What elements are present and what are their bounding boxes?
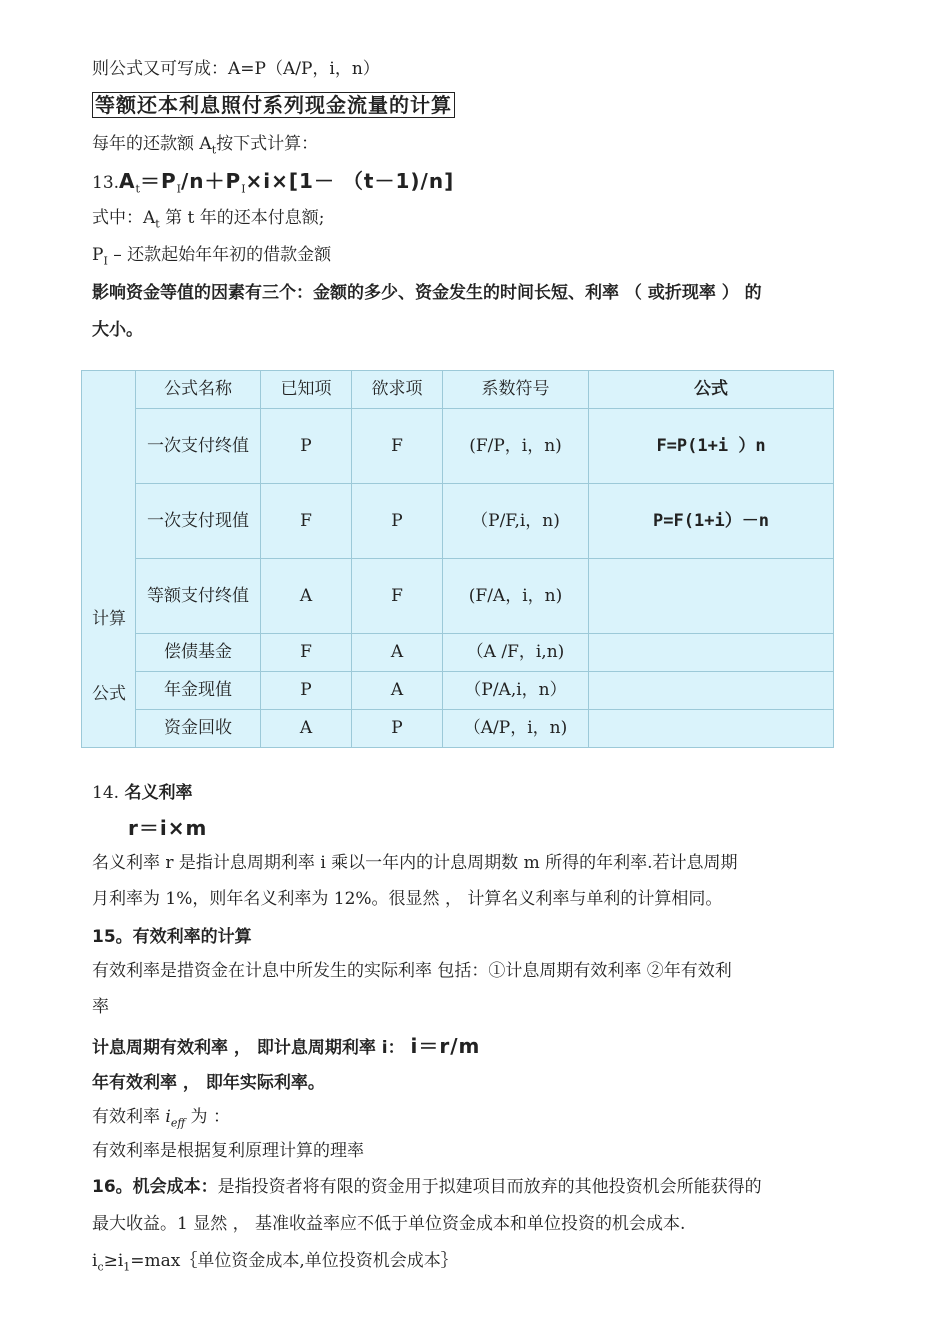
header-wanted: 欲求项 [352, 371, 443, 409]
formula-rewrite-line: 则公式又可写成：A=P（A/P，i，n） [92, 59, 380, 79]
formula-13-explanation-at: 式中：$A_t$ 第 t 年的还本付息额; [92, 208, 325, 231]
row-known: A [261, 710, 352, 748]
header-formula: 公式 [589, 371, 834, 409]
row-symbol: （A /F，i,n) [443, 634, 589, 672]
row-symbol: (F/P，i，n) [443, 409, 589, 484]
row-formula [589, 634, 834, 672]
table-row [82, 409, 834, 484]
effective-rate-paragraph-2: 率 [92, 997, 109, 1017]
row-known: F [261, 484, 352, 559]
row-symbol: （A/P，i，n) [443, 710, 589, 748]
section-16-paragraph-2: 最大收益。1 显然 ， 基准收益率应不低于单位资金成本和单位投资的机会成本. [92, 1214, 686, 1234]
table-side-label: 计算 公式 [82, 371, 136, 748]
row-wanted: P [352, 710, 443, 748]
equivalence-factors-line-2: 大小。 [92, 320, 143, 340]
row-known: P [261, 409, 352, 484]
formula-13-explanation-pi: $P_I$ – 还款起始年年初的借款金额 [92, 245, 332, 268]
equivalence-factors-line-1: 影响资金等值的因素有三个：金额的多少、资金发生的时间长短、利率 （ 或折现率 ） 的 [92, 283, 762, 303]
table-header-row [82, 371, 834, 409]
row-wanted: F [352, 559, 443, 634]
header-coefficient-symbol: 系数符号 [443, 371, 589, 409]
header-formula-name: 公式名称 [136, 371, 261, 409]
row-name: 等额支付终值 [136, 559, 261, 634]
nominal-rate-formula: r＝i×m [128, 816, 208, 840]
row-formula [589, 710, 834, 748]
row-name: 一次支付终值 [136, 409, 261, 484]
interest-formula-table [81, 370, 834, 748]
header-known: 已知项 [261, 371, 352, 409]
table-row [82, 672, 834, 710]
row-name: 偿债基金 [136, 634, 261, 672]
table-row [82, 634, 834, 672]
row-known: A [261, 559, 352, 634]
formula-13: $13.A_t=P_I/n+P_I\times i\times[1- (t-1)/n]$ [92, 169, 455, 196]
row-wanted: A [352, 672, 443, 710]
table-row [82, 710, 834, 748]
section-16-paragraph-1: 16。机会成本：是指投资者将有限的资金用于拟建项目而放弃的其他投资机会所能获得的 [92, 1177, 762, 1197]
row-formula: P=F(1+i）－n [589, 484, 834, 559]
annual-effective-rate-line: 年有效利率 ， 即年实际利率。 [92, 1073, 325, 1093]
section-14-title: 14. 名义利率 [92, 783, 193, 803]
row-formula [589, 672, 834, 710]
row-wanted: P [352, 484, 443, 559]
benchmark-rate-formula: $i_c\ge i_1=\max\{$单位资金成本,单位投资机会成本｝ [92, 1251, 458, 1274]
nominal-rate-paragraph-1: 名义利率 r 是指计息周期利率 i 乘以一年内的计息周期数 m 所得的年利率.若计息周期 [92, 853, 738, 873]
table-row [82, 559, 834, 634]
period-effective-rate-line: 计息周期有效利率 ， 即计息周期利率 i： i＝r/m [92, 1034, 481, 1058]
row-symbol: （P/A,i，n） [443, 672, 589, 710]
effective-rate-note: 有效利率是根据复利原理计算的理率 [92, 1141, 364, 1161]
row-known: F [261, 634, 352, 672]
annual-payment-line: 每年的还款额 $A_t$按下式计算： [92, 134, 319, 157]
row-wanted: F [352, 409, 443, 484]
row-symbol: （P/F,i，n) [443, 484, 589, 559]
effective-rate-symbol-line: 有效利率 $i_{eff}$ 为 ： [92, 1107, 230, 1130]
section-heading-equal-principal: 等额还本利息照付系列现金流量的计算 [92, 94, 455, 118]
row-name: 资金回收 [136, 710, 261, 748]
row-symbol: (F/A，i，n) [443, 559, 589, 634]
section-15-title: 15。有效利率的计算 [92, 927, 252, 947]
row-known: P [261, 672, 352, 710]
nominal-rate-paragraph-2: 月利率为 1%，则年名义利率为 12%。很显然 ， 计算名义利率与单利的计算相同。 [92, 889, 723, 909]
table-row [82, 484, 834, 559]
row-formula [589, 559, 834, 634]
row-formula: F=P(1+i ）n [589, 409, 834, 484]
row-name: 一次支付现值 [136, 484, 261, 559]
row-name: 年金现值 [136, 672, 261, 710]
row-wanted: A [352, 634, 443, 672]
effective-rate-paragraph-1: 有效利率是措资金在计息中所发生的实际利率 包括：①计息周期有效利率 ②年有效利 [92, 961, 732, 981]
